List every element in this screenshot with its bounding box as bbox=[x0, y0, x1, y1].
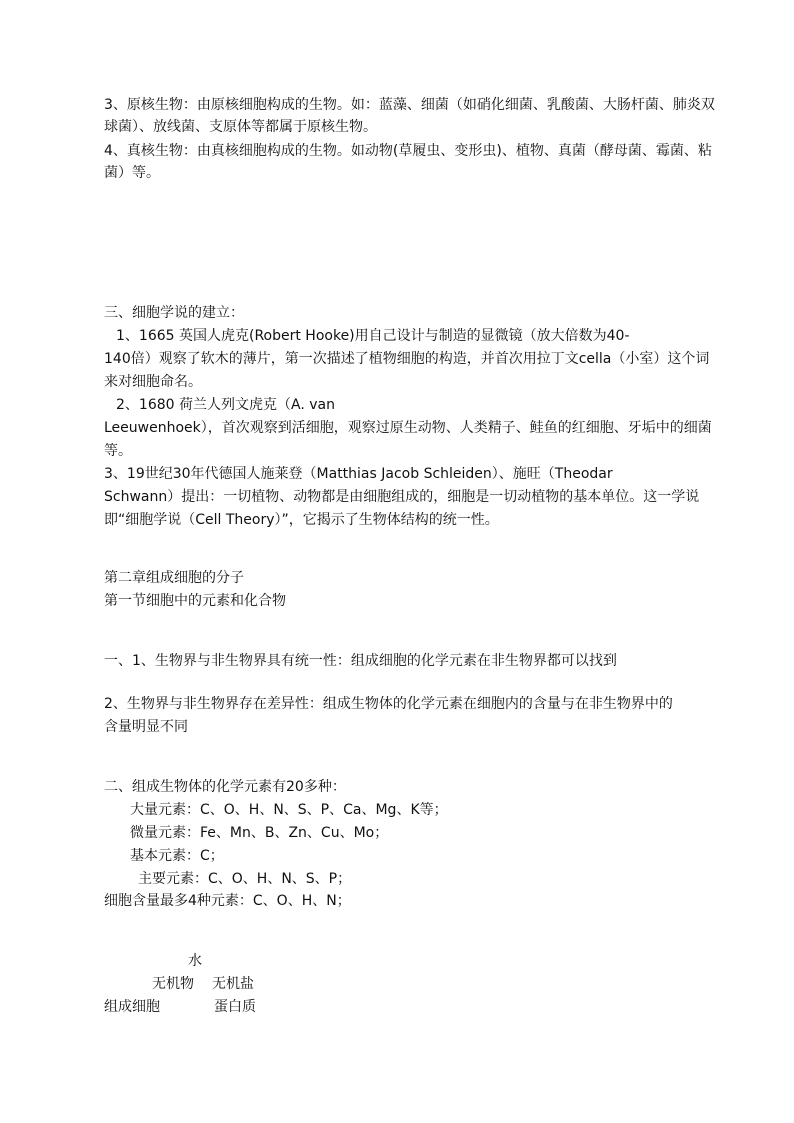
text-line: 主要元素：C、O、H、N、S、P； bbox=[138, 871, 352, 887]
text-line: 菌）等。 bbox=[104, 165, 160, 181]
text-line: 4、真核生物：由真核细胞构成的生物。如动物(草履虫、变形虫)、植物、真菌（酵母菌、霉菌、粘 bbox=[104, 143, 712, 159]
text-line: 球菌）、放线菌、支原体等都属于原核生物。 bbox=[104, 119, 377, 135]
text-line: 即“细胞学说（Cell Theory）”，它揭示了生物体结构的统一性。 bbox=[104, 512, 499, 528]
text-line: 无机物 bbox=[152, 976, 194, 992]
text-line: 1、1665 英国人虎克(Robert Hooke)用自己设计与制造的显微镜（放大倍数为40- bbox=[116, 328, 630, 344]
text-line: 三、细胞学说的建立： bbox=[104, 305, 244, 321]
text-line: 3、原核生物：由原核细胞构成的生物。如：蓝藻、细菌（如硝化细菌、乳酸菌、大肠杆菌、肺炎双 bbox=[104, 97, 715, 113]
text-line: Schwann）提出：一切植物、动物都是由细胞组成的，细胞是一切动植物的基本单位。这一学说 bbox=[104, 489, 700, 505]
text-line: 大量元素：C、O、H、N、S、P、Ca、Mg、K等； bbox=[130, 802, 448, 818]
text-line: Leeuwenhoek），首次观察到活细胞，观察过原生动物、人类精子、鲑鱼的红细胞、牙垢中的细菌 bbox=[104, 420, 712, 436]
text-line: 蛋白质 bbox=[214, 999, 256, 1015]
text-line: 基本元素：C； bbox=[130, 848, 224, 864]
text-line: 来对细胞命名。 bbox=[104, 374, 202, 390]
text-line: 二、组成生物体的化学元素有20多种： bbox=[104, 779, 346, 795]
text-line: 微量元素：Fe、Mn、B、Zn、Cu、Mo； bbox=[130, 825, 389, 841]
text-line: 2、1680 荷兰人列文虎克（A. van bbox=[116, 397, 335, 413]
text-line: 140倍）观察了软木的薄片，第一次描述了植物细胞的构造，并首次用拉丁文cella（小室）这个词 bbox=[104, 351, 710, 367]
text-line: 2、生物界与非生物界存在差异性：组成生物体的化学元素在细胞内的含量与在非生物界中的 bbox=[104, 696, 673, 712]
text-line: 组成细胞 bbox=[104, 999, 160, 1015]
text-line: 细胞含量最多4种元素：C、O、H、N； bbox=[104, 893, 351, 909]
text-line: 含量明显不同 bbox=[104, 719, 188, 735]
text-line: 无机盐 bbox=[212, 976, 254, 992]
text-line: 一、1、生物界与非生物界具有统一性：组成细胞的化学元素在非生物界都可以找到 bbox=[104, 653, 617, 669]
text-line: 3、19世纪30年代德国人施莱登（Matthias Jacob Schleiden）、施旺（Theodar bbox=[104, 466, 613, 482]
text-line: 第二章组成细胞的分子 bbox=[104, 570, 244, 586]
text-line: 第一节细胞中的元素和化合物 bbox=[104, 593, 286, 609]
text-line: 等。 bbox=[104, 443, 132, 459]
text-line: 水 bbox=[188, 953, 202, 969]
